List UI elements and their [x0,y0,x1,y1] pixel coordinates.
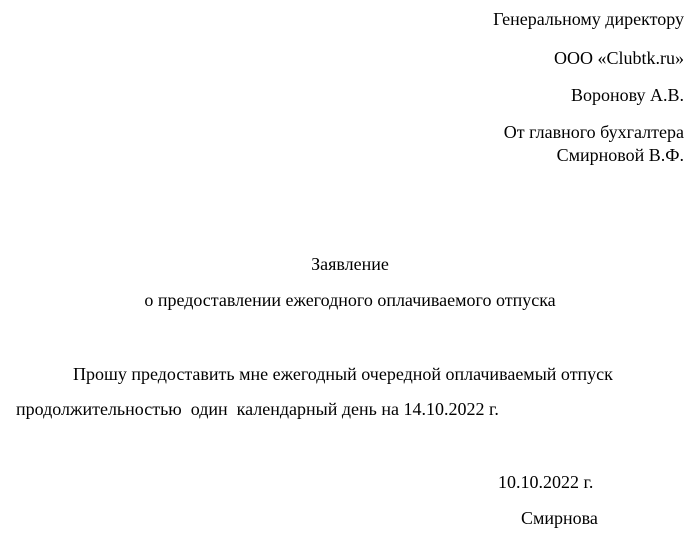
body-line-2: продолжительностью один календарный день на 14.10.2022 г. [16,399,499,419]
addressee-position: Генеральному директору [493,9,684,29]
body-line-1: Прошу предоставить мне ежегодный очередной оплачиваемый отпуск [73,364,613,384]
addressee-company: ООО «Clubtk.ru» [554,48,684,68]
signature: Смирнова [521,508,598,528]
addressee-name: Воронову А.В. [570,85,684,105]
document-date: 10.10.2022 г. [498,472,594,492]
document-subject: о предоставлении ежегодного оплачиваемого отпуска [144,290,556,310]
from-line: От главного бухгалтера [503,122,684,142]
document-heading: Заявление [311,254,389,274]
from-name: Смирновой В.Ф. [556,145,684,165]
